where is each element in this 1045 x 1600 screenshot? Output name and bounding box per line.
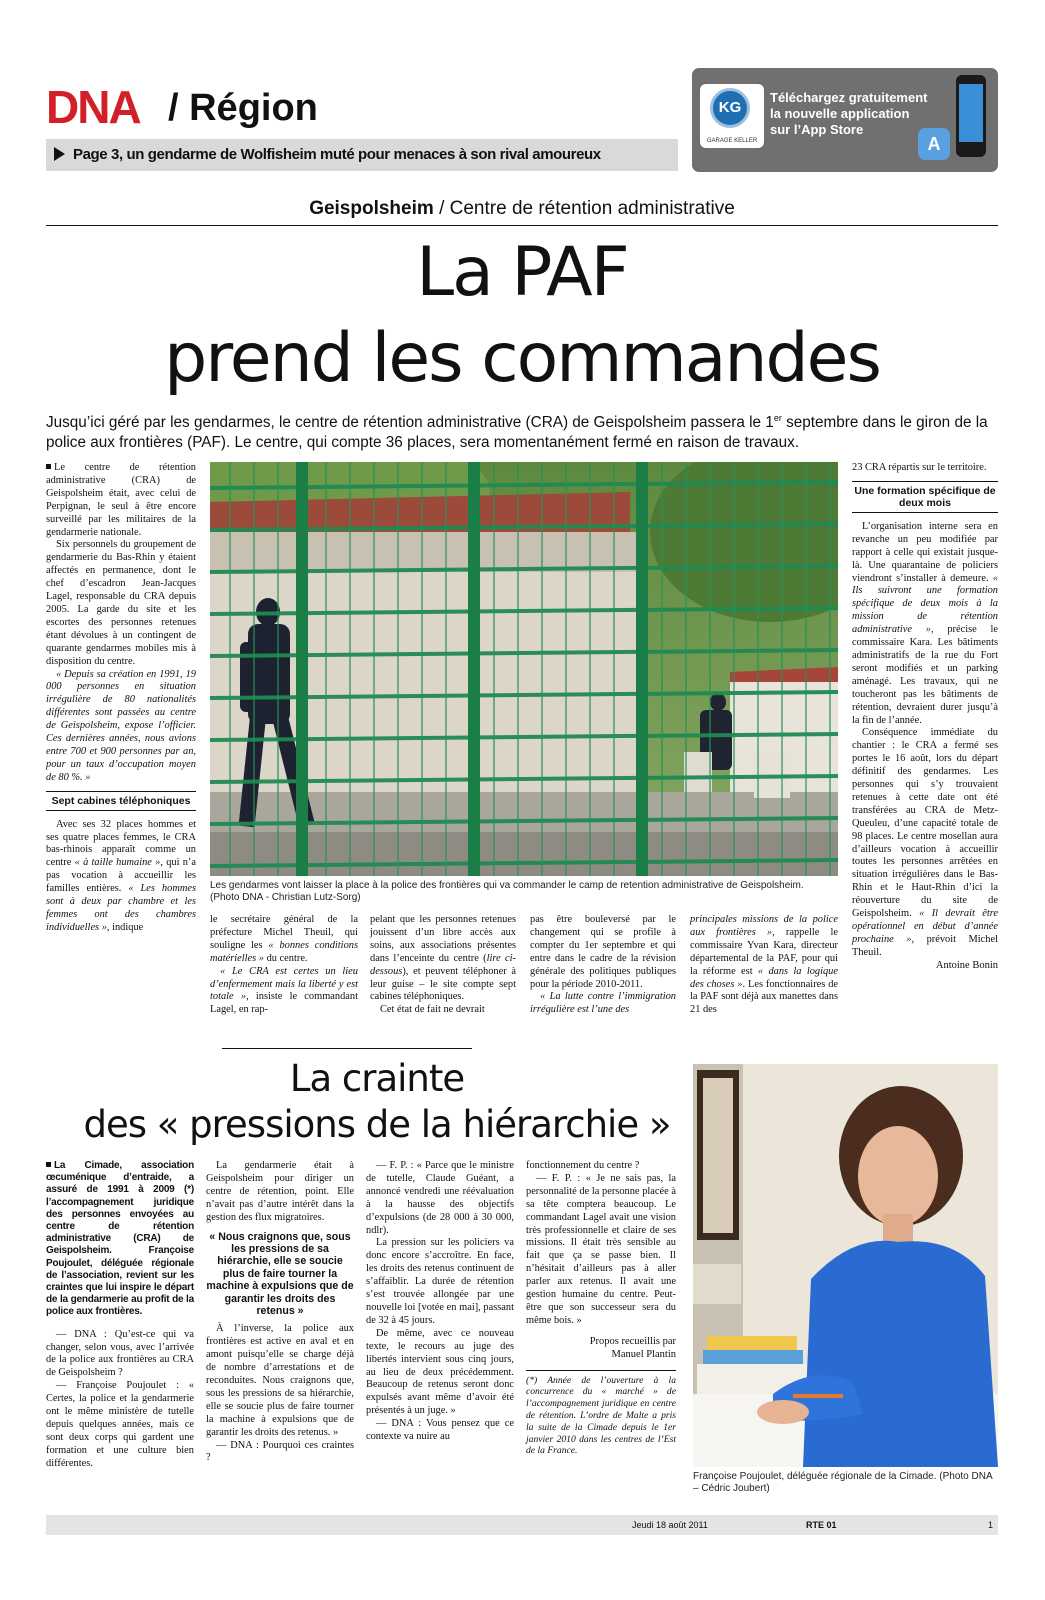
retention-centre-fence-image	[210, 462, 838, 876]
headline-line-2: des « pressions de la hiérarchie »	[83, 1103, 671, 1146]
paragraph: « La lutte contre l’immigration irrégulière est l’une des	[530, 991, 676, 1016]
paragraph: La pression sur les policiers va donc encore s’accroître. En face, les droits des retenus continuent de s’affaiblir. La durée de rétention s’est trouvée allongée par une nouvelle loi [votée en mai], passant de 32 à 45 jours.	[366, 1237, 514, 1326]
page-footer	[46, 1515, 998, 1535]
interview-answer: — F. P. : « Je ne sais pas, la personnalité de la personne placée à sa tête comptera beaucoup. Le commandant Lagel avait une vision très professionnelle et claire de ses missions. Il était très sensible au fait que ça se passe bien. Il n’hésitait d’ailleurs pas à aller parler aux retenus. Il avait une gestion humaine du centre. Peut-être que son successeur sera du même bois. »	[526, 1172, 676, 1326]
section-title: / Région	[168, 87, 318, 129]
ad-line-1: Téléchargez gratuitement	[770, 90, 928, 105]
bullet-square-icon	[46, 1162, 51, 1167]
photo-caption	[210, 880, 838, 904]
paragraph: L’organisation interne sera en revanche un peu modifiée par rapport à celle qui existait jusque-là. Une quarantaine de policiers viendront s’installer à demeure. « Ils suivront une formation spécifique de deux mois à la mission de rétention administrative », précise le commissaire Kara. Les bâtiments administratifs de la rue du Fort seront modifiés et un parking aménagé. Les travaux, qui ne toucheront pas les bâtiments de rétention, devraient durer jusqu’à la fin de l’année.	[852, 520, 998, 726]
garage-name: GARAGE KELLER	[706, 138, 758, 144]
ad-line-3: sur l’App Store	[770, 122, 864, 137]
paragraph: fonctionnement du centre ?	[526, 1160, 640, 1171]
app-store-ad[interactable]	[692, 68, 998, 172]
portrait-caption: Françoise Poujoulet, déléguée régionale de la Cimade. (Photo DNA – Cédric Joubert)	[693, 1471, 993, 1494]
teaser-text: Page 3, un gendarme de Wolfisheim muté pour menaces à son rival amoureux	[73, 146, 601, 163]
paragraph: Conséquence immédiate du chantier : le CRA a fermé ses portes le 16 août, lors du départ définitif des gendarmes. Les personnes qui s’y trouvaient retenues à cette date ont été transférées au CRA de Metz-Queuleu, d’une capacité totale de 98 places. Le centre mosellan aura d’ailleurs vocation à accueillir toutes les personnes arrêtées en situation irrégulières dans le Bas-Rhin et le Haut-Rhin d’ici la réouverture du site de Geispolsheim. « Il devrait être opérationnel en début d’année prochaine », prévoit Michel Theuil.	[852, 727, 998, 958]
rubric-topic: / Centre de rétention administrative	[433, 198, 735, 219]
paragraph: Cet état de fait ne devrait	[380, 1004, 485, 1016]
byline: Propos recueillis par Manuel Plantin	[589, 1335, 676, 1360]
headline-line-1: La crainte	[289, 1057, 465, 1100]
intertitle: Une formation spécifique de deux mois	[852, 481, 998, 513]
francoise-poujoulet-portrait-image	[693, 1064, 998, 1467]
interview-answer: — Françoise Poujoulet : « Certes, la police et la gendarmerie ont le même ministère de tutelle depuis quelques années, mais ce sont deux corps qui gardent une formation et une culture bien différentes.	[46, 1380, 194, 1469]
paragraph: De même, avec ce nouveau texte, le recours au juge des libertés intervient sous cinq jours, au lieu de deux précédemment. Beaucoup de retenus seront donc expulsés avant même d’avoir été présentés à un juge. »	[366, 1327, 514, 1417]
dna-logo[interactable]: DNA	[46, 81, 140, 133]
article2-column-3	[366, 1160, 514, 1444]
article-headline	[46, 230, 998, 402]
fence-photo	[210, 462, 838, 876]
article2-column-2	[206, 1160, 354, 1465]
edition-code: RTE 01	[806, 1520, 837, 1530]
issue-date: Jeudi 18 août 2011	[632, 1520, 708, 1530]
intertitle: Sept cabines téléphoniques	[46, 791, 196, 811]
article1-column-4	[530, 914, 676, 1017]
article2-column-1	[46, 1160, 194, 1471]
pull-quote: « Nous craignons que, sous les pressions de sa hiérarchie, elle se soucie plus de faire tourner la machine à expulsions que de garantir les droits des retenus »	[206, 1230, 354, 1317]
footnote-rule	[526, 1370, 676, 1371]
rubric-rule	[46, 225, 998, 226]
arrow-right-icon	[54, 147, 65, 161]
article2-column-4	[526, 1160, 676, 1457]
paragraph: Avec ses 32 places hommes et ses quatre places femmes, le CRA bas-rhinois apparaît comme un centre « à taille humaine », qui n’a pas vocation à accueillir les familles entières. « Les hommes sont à deux par chambre et les femmes ont des chambres individuelles », indique	[46, 818, 196, 933]
interview-question: — DNA : Qu’est-ce qui va changer, selon vous, avec l’arrivée de la police aux frontières au CRA de Geispolsheim ?	[46, 1328, 194, 1379]
paragraph: À l’inverse, la police aux frontières est active en aval et en amont puisqu’elle se charge déjà de nombre d’arrestations et de reconduites. Nous craignons que, sous les pressions de sa hiérarchie, elle se soucie plus de faire tourner la machine à expulsions que de garantir les droits des retenus. »	[206, 1323, 354, 1438]
kg-logo-text: KG	[710, 88, 750, 128]
article2-rule	[222, 1048, 472, 1049]
bullet-square-icon	[46, 464, 51, 469]
caption-text: Les gendarmes vont laisser la place à la police des frontières qui va commander le camp de retention administrative de Geispolsheim.	[210, 880, 804, 891]
article1-column-5	[690, 914, 838, 1017]
article-standfirst: Jusqu’ici géré par les gendarmes, le centre de rétention administrative (CRA) de Geispolsheim passera le 1er septembre dans le giron de la police aux frontières (PAF). Le centre, qui compte 36 places, sera momentanément fermé en raison de travaux.	[46, 413, 988, 452]
paragraph: pelant que les personnes retenues jouissent d’un libre accès aux soins, aux associations présentes dans l’enceinte du centre (lire ci-dessous), et peuvent téléphoner à leur guise – le site compte sept cabines téléphoniques.	[370, 914, 516, 1003]
smartphone-icon	[956, 75, 986, 157]
paragraph: le secrétaire général de la préfecture Michel Theuil, qui souligne les « bonnes conditions matérielles » du centre.	[210, 914, 359, 964]
paragraph: pas être bouleversé par le changement qui se profile à compter du 1er septembre et qui entre dans le cadre de la révision générale des politiques publiques pour la période 2010-2011.	[530, 914, 676, 990]
garage-keller-logo	[700, 84, 764, 148]
interview-answer: — F. P. : « Parce que le ministre de tutelle, Claude Guéant, a annoncé vendredi une réévaluation à la hausse des objectifs d’expulsions (de 28 000 à 30 000, ndlr).	[366, 1160, 514, 1236]
portrait-photo	[693, 1064, 998, 1467]
article1-column-3	[370, 914, 516, 1017]
page-teaser[interactable]	[46, 139, 678, 171]
rubric-place: Geispolsheim	[309, 198, 434, 219]
article1-column-6	[852, 462, 998, 973]
ad-line-2: la nouvelle application	[770, 106, 910, 121]
paragraph: « Le CRA est certes un lieu d’enfermement mais la liberté y est totale », insiste le commandant Lagel, en rap-	[210, 965, 358, 1016]
article-rubric	[46, 196, 998, 222]
paragraph: « Depuis sa création en 1991, 19 000 personnes en situation irrégulière de 80 nationalités différentes sont passées au centre de Geispolsheim, expose l’officier. Ces dernières années, nous avions entre 700 et 900 personnes par an, pour un taux d’occupation moyen de 80 %. »	[46, 668, 196, 783]
interview-question: — DNA : Vous pensez que ce contexte va nuire au	[366, 1418, 514, 1443]
article2-headline	[46, 1056, 708, 1148]
interview-question: — DNA : Pourquoi ces craintes ?	[206, 1439, 354, 1464]
headline-line-1: La PAF	[416, 233, 628, 312]
interview-intro: La Cimade, association œcuménique d’entraide, a assuré de 1991 à 2009 (*) l’accompagnement juridique des personnes envoyées au centre de rétention administrative (CRA) de Geispolsheim. Françoise Poujoulet, déléguée régionale de l’association, revient sur les craintes que lui inspire le départ de la gendarmerie au profit de la police aux frontières.	[46, 1160, 194, 1318]
paragraph: 23 CRA répartis sur le territoire.	[852, 462, 987, 473]
article1-column-2	[210, 914, 358, 1017]
paragraph: La gendarmerie était à Geispolsheim pour diriger un centre de rétention, point. Elle n’avait pas d’autre intérêt dans la gestion des flux migratoires.	[206, 1160, 354, 1223]
page-number: 1	[988, 1520, 994, 1530]
photo-credit: (Photo DNA - Christian Lutz-Sorg)	[210, 892, 361, 903]
paragraph: Le centre de rétention administrative (CRA) de Geispolsheim était, avec celui de Perpignan, le seul à être encore surveillé par les militaires de la gendarmerie nationale.	[46, 462, 196, 538]
headline-line-2: prend les commandes	[164, 319, 880, 398]
app-store-icon: A	[918, 128, 950, 160]
article1-column-1	[46, 462, 196, 935]
paragraph: Six personnels du groupement de gendarmerie du Bas-Rhin y étaient affectés en permanence, dont le chef d’escadron Jean-Jacques Lagel, responsable du CRA depuis 2005. La garde du site et les escortes des personnes retenues étant dévolues à un contingent de quarante gendarmes mobiles mis à disposition du centre.	[46, 539, 196, 667]
footnote: (*) Année de l’ouverture à la concurrence du « marché » de l’accompagnement juridique en centre de rétention. L’ordre de Malte a pris la suite de la Cimade depuis le 1er janvier 2010 dans les centres de l’Est de la France.	[526, 1374, 676, 1457]
author-signature: Antoine Bonin	[935, 959, 998, 971]
paragraph: principales missions de la police aux frontières », rappelle le commissaire Yvan Kara, directeur départemental de la PAF, pour qui la réforme est « dans la logique des choses ». Les fonctionnaires de la PAF sont déjà aux manettes dans 21 des	[690, 914, 838, 1016]
